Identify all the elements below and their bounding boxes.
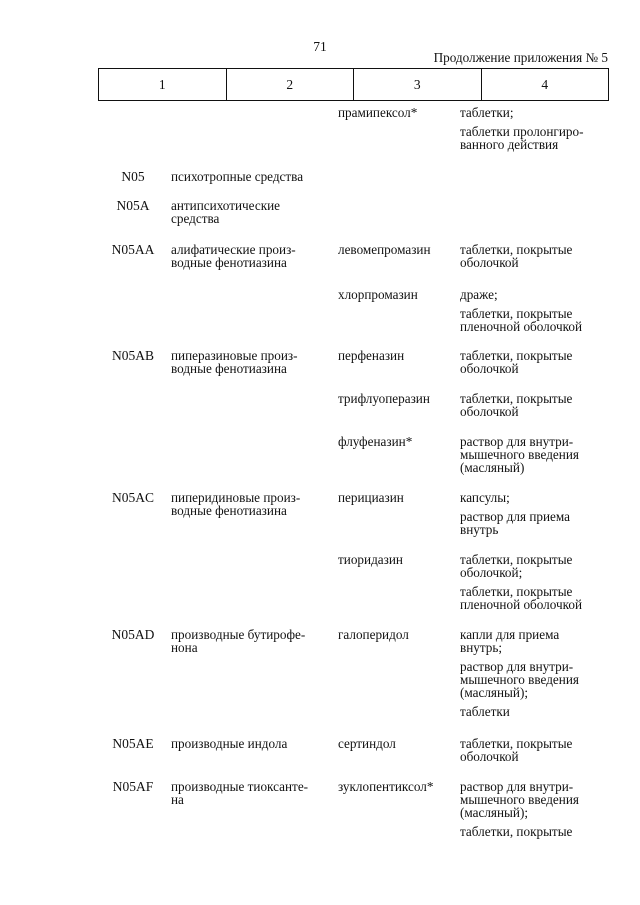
drug-name: тиоридазин [338, 552, 403, 567]
column-header-2: 2 [226, 69, 354, 101]
dosage-form: раствор для внутри- мышечного введения (масляный) [460, 434, 579, 475]
dosage-forms [460, 349, 610, 381]
dosage-form: таблетки, покрытые оболочкой [460, 391, 573, 419]
drug-name: сертиндол [338, 736, 396, 751]
dosage-form: таблетки, покрытые оболочкой [460, 242, 573, 270]
dosage-forms [460, 243, 610, 275]
dosage-form: раствор для внутри- мышечного введения (масляный); [460, 659, 579, 700]
group-name: антипсихотические средства [171, 198, 281, 226]
atc-code: N05AF [112, 779, 154, 794]
dosage-form: драже; [460, 287, 498, 302]
drug-name: перициазин [338, 490, 404, 505]
group-name: производные индола [171, 736, 288, 751]
drug-name: галоперидол [338, 627, 409, 642]
dosage-forms [460, 737, 610, 769]
group-name: психотропные средства [171, 169, 304, 184]
column-header-4: 4 [481, 69, 609, 101]
atc-code: N05AB [111, 348, 154, 363]
group-name: производные тиоксанте- на [171, 779, 309, 807]
column-header-3: 3 [354, 69, 482, 101]
dosage-form: таблетки, покрытые пленочной оболочкой [460, 306, 583, 334]
dosage-form: таблетки [460, 704, 510, 719]
dosage-forms [460, 106, 610, 157]
dosage-form: раствор для приема внутрь [460, 509, 571, 537]
dosage-form: раствор для внутри- мышечного введения (масляный); [460, 779, 579, 820]
page-number: 71 [313, 39, 327, 54]
dosage-form: капсулы; [460, 490, 510, 505]
dosage-form: таблетки пролонгиро- ванного действия [460, 124, 584, 152]
drug-name: прамипексол* [338, 105, 418, 120]
dosage-forms [460, 628, 610, 724]
dosage-form: таблетки, покрытые [460, 824, 573, 839]
atc-code: N05 [121, 169, 145, 184]
dosage-form: таблетки, покрытые оболочкой [460, 736, 573, 764]
dosage-form: капли для приема внутрь; [460, 627, 560, 655]
dosage-forms [460, 780, 610, 844]
dosage-forms [460, 491, 610, 542]
dosage-forms [460, 553, 610, 617]
atc-code: N05AA [111, 242, 155, 257]
atc-code: N05AC [111, 490, 154, 505]
column-header-1: 1 [99, 69, 227, 101]
appendix-continuation-note: Продолжение приложения № 5 [433, 50, 608, 65]
dosage-form: таблетки, покрытые оболочкой; [460, 552, 573, 580]
dosage-form: таблетки, покрытые оболочкой [460, 348, 573, 376]
group-name: пиперазиновые произ- водные фенотиазина [171, 348, 298, 376]
drug-name: левомепромазин [338, 242, 431, 257]
drug-name: перфеназин [338, 348, 405, 363]
group-name: производные бутирофе- нона [171, 627, 306, 655]
drug-name: трифлуоперазин [338, 391, 430, 406]
dosage-forms [460, 392, 610, 424]
group-name: алифатические произ- водные фенотиазина [171, 242, 296, 270]
dosage-forms [460, 288, 610, 339]
dosage-forms [460, 435, 610, 480]
group-name: пиперидиновые произ- водные фенотиазина [171, 490, 301, 518]
atc-code: N05AD [111, 627, 155, 642]
atc-code: N05AE [112, 736, 154, 751]
drug-name: зуклопентиксол* [338, 779, 434, 794]
dosage-form: таблетки, покрытые пленочной оболочкой [460, 584, 583, 612]
atc-code: N05A [116, 198, 150, 213]
dosage-form: таблетки; [460, 105, 514, 120]
drug-name: флуфеназин* [338, 434, 413, 449]
drug-name: хлорпромазин [338, 287, 418, 302]
